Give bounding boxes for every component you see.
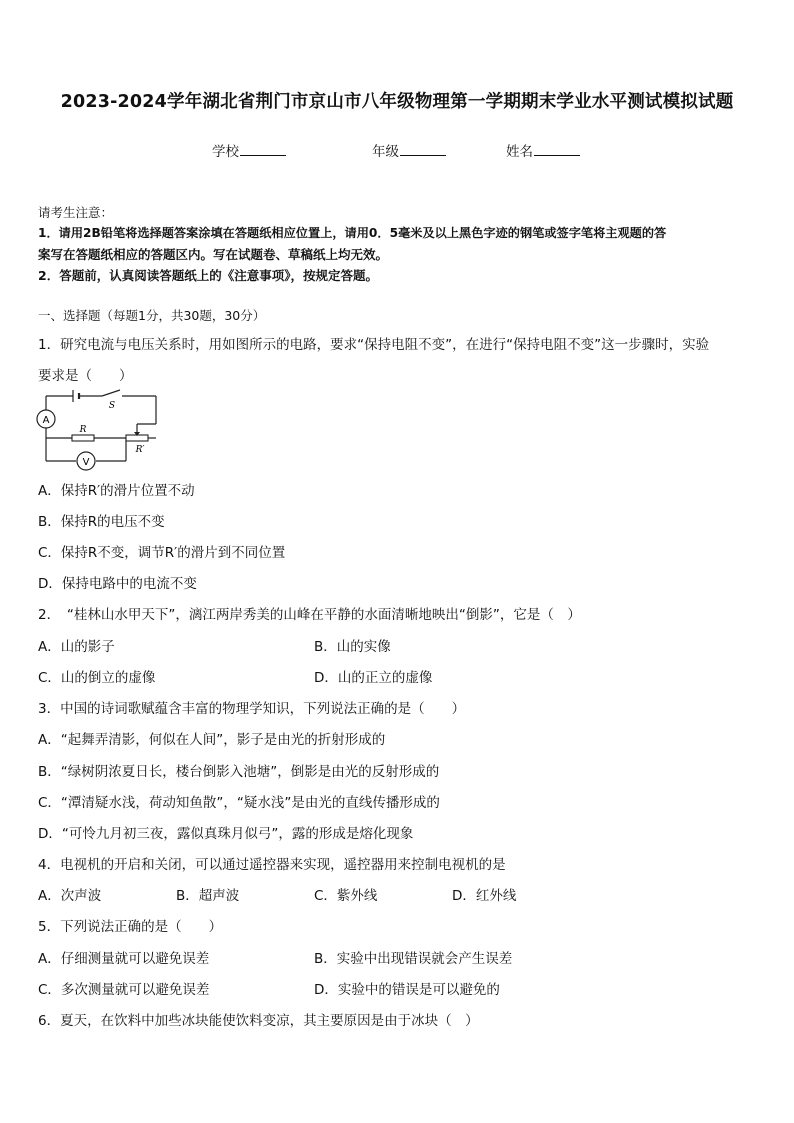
q3-option-d: D．“可怜九月初三夜，露似真珠月似弓”，露的形成是熔化现象	[38, 826, 414, 842]
q4-option-b: B．超声波	[176, 888, 240, 904]
q4-option-c: C．紫外线	[314, 888, 378, 904]
school-blank	[240, 143, 286, 156]
q2-option-c: C．山的倒立的虚像	[38, 670, 156, 686]
q1-stem-line2: 要求是（ ）	[38, 368, 133, 384]
name-blank	[534, 143, 580, 156]
q5-stem: 5．下列说法正确的是（ ）	[38, 919, 223, 935]
notice-line-2: 2．答题前，认真阅读答题纸上的《注意事项》，按规定答题。	[38, 268, 378, 283]
name-field	[506, 140, 580, 160]
ammeter-label: A	[42, 415, 50, 426]
q4-option-a: A．次声波	[38, 888, 102, 904]
q3-option-c: C．“潭清疑水浅，荷动知鱼散”，“疑水浅”是由光的直线传播形成的	[38, 795, 440, 811]
q5-option-a: A．仔细测量就可以避免误差	[38, 951, 210, 967]
name-label: 姓名	[506, 144, 533, 160]
notice-line-1b: 案写在答题纸相应的答题区内。写在试题卷、草稿纸上均无效。	[38, 247, 389, 262]
notice-heading: 请考生注意：	[38, 205, 114, 220]
section-heading: 一、选择题（每题1分，共30题，30分）	[38, 308, 266, 323]
q1-option-b: B．保持R的电压不变	[38, 514, 165, 530]
q3-option-a: A．“起舞弄清影，何似在人间”，影子是由光的折射形成的	[38, 732, 386, 748]
switch-label: S	[108, 401, 116, 411]
q2-option-b: B．山的实像	[314, 639, 391, 655]
q4-option-d: D．红外线	[452, 888, 517, 904]
q5-option-d: D．实验中的错误是可以避免的	[314, 982, 500, 998]
q1-option-c: C．保持R不变，调节R′的滑片到不同位置	[38, 545, 286, 561]
q1-stem-line1: 1．研究电流与电压关系时，用如图所示的电路，要求“保持电阻不变”，在进行“保持电阻不变”这一步骤时，实验	[38, 337, 710, 353]
rheostat-label: R′	[135, 445, 145, 455]
grade-label: 年级	[372, 144, 399, 160]
q2-stem: 2． “桂林山水甲天下”，漓江两岸秀美的山峰在平静的水面清晰地映出“倒影”，它是（ ）	[38, 607, 581, 623]
q3-stem: 3．中国的诗词歌赋蕴含丰富的物理学知识，下列说法正确的是（ ）	[38, 701, 466, 717]
q3-option-b: B．“绿树阴浓夏日长，楼台倒影入池塘”，倒影是由光的反射形成的	[38, 764, 440, 780]
q1-option-a: A．保持R′的滑片位置不动	[38, 483, 195, 499]
resistor-label: R	[79, 425, 87, 435]
voltmeter-label: V	[82, 457, 90, 468]
q5-option-b: B．实验中出现错误就会产生误差	[314, 951, 513, 967]
school-label: 学校	[212, 144, 239, 160]
notice-line-1a: 1．请用2B铅笔将选择题答案涂填在答题纸相应位置上，请用0．5毫米及以上黑色字迹的钢笔或签字笔将主观题的答	[38, 226, 667, 240]
q5-option-c: C．多次测量就可以避免误差	[38, 982, 210, 998]
q2-option-a: A．山的影子	[38, 639, 115, 655]
school-field	[212, 140, 286, 160]
q1-option-d: D．保持电路中的电流不变	[38, 576, 197, 592]
grade-field	[372, 140, 446, 160]
resistor-icon	[72, 435, 94, 441]
circuit-diagram	[36, 388, 160, 472]
q6-stem: 6．夏天，在饮料中加些冰块能使饮料变凉，其主要原因是由于冰块（ ）	[38, 1013, 479, 1029]
page-title: 2023-2024学年湖北省荆门市京山市八年级物理第一学期期末学业水平测试模拟试题	[60, 92, 734, 112]
q2-option-d: D．山的正立的虚像	[314, 670, 433, 686]
grade-blank	[400, 143, 446, 156]
q4-stem: 4．电视机的开启和关闭，可以通过遥控器来实现，遥控器用来控制电视机的是	[38, 857, 506, 873]
